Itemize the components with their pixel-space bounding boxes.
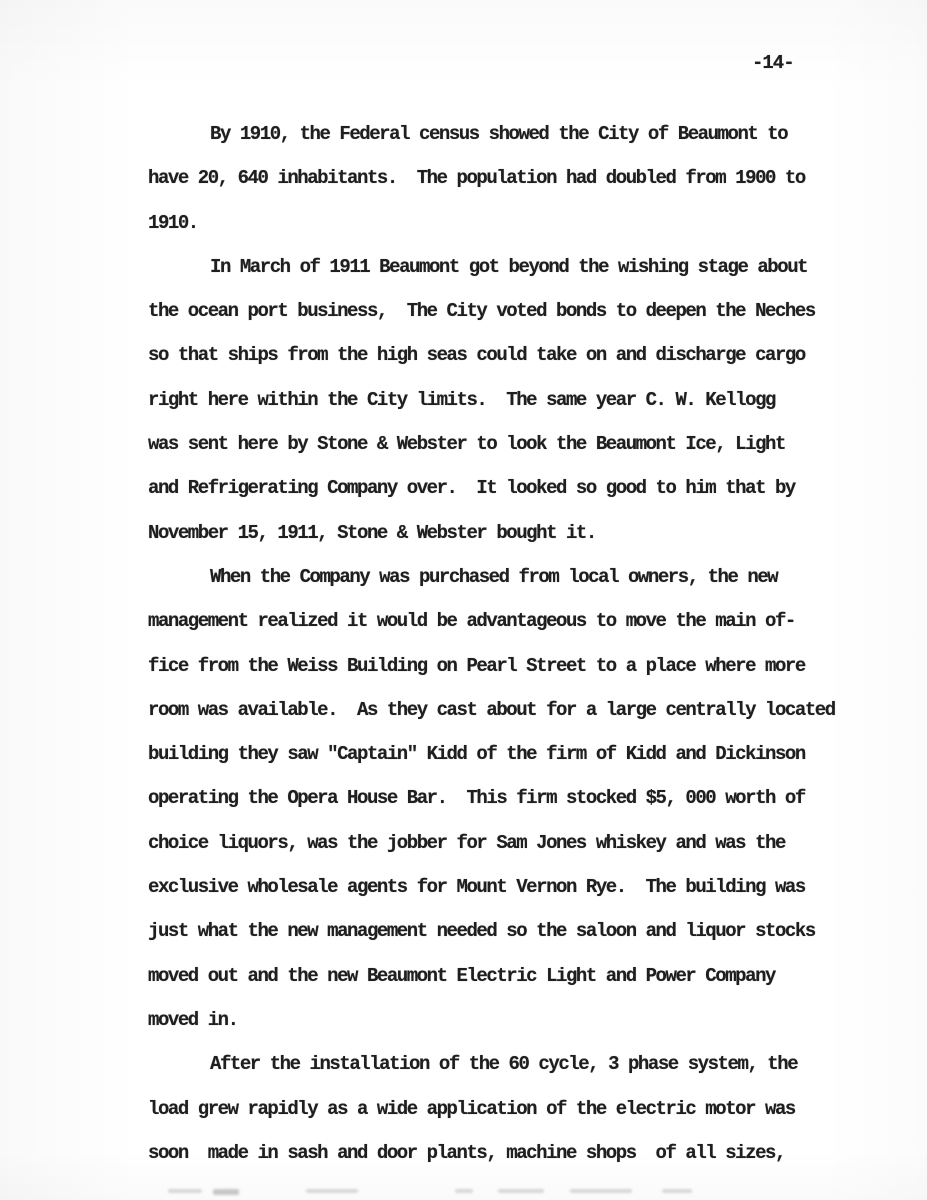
text-line: By 1910, the Federal census showed the City of Beaumont to: [210, 123, 788, 145]
text-line: just what the new management needed so the saloon and liquor stocks: [148, 920, 815, 943]
text-line: moved out and the new Beaumont Electric Light and Power Company: [148, 964, 775, 987]
text-line: operating the Opera House Bar. This firm stocked $5, 000 worth of: [148, 787, 805, 810]
page-number: -14-: [752, 52, 794, 74]
text-line: and Refrigerating Company over. It looked so good to him that by: [148, 477, 795, 500]
text-line: choice liquors, was the jobber for Sam Jones whiskey and was the: [148, 831, 785, 854]
text-line: exclusive wholesale agents for Mount Vernon Rye. The building was: [148, 876, 805, 899]
text-line: building they saw "Captain" Kidd of the firm of Kidd and Dickinson: [148, 743, 805, 766]
text-line: After the installation of the 60 cycle, 3 phase system, the: [210, 1053, 798, 1076]
text-line: November 15, 1911, Stone & Webster bought it.: [148, 521, 596, 544]
text-line: load grew rapidly as a wide application of the electric motor was: [148, 1097, 795, 1120]
text-line: management realized it would be advantageous to move the main of-: [148, 610, 795, 633]
text-line: was sent here by Stone & Webster to look the Beaumont Ice, Light: [148, 433, 785, 456]
text-line: right here within the City limits. The same year C. W. Kellogg: [148, 388, 775, 411]
text-line: soon made in sash and door plants, machine shops of all sizes,: [148, 1141, 785, 1164]
text-line: room was available. As they cast about for a large centrally located: [148, 698, 835, 721]
scan-artifact-bottom: [0, 1189, 927, 1197]
document-body: [148, 112, 878, 1175]
text-line: moved in.: [148, 1008, 238, 1031]
text-line: have 20, 640 inhabitants. The population had doubled from 1900 to: [148, 167, 805, 190]
text-line: 1910.: [148, 211, 198, 234]
text-line: In March of 1911 Beaumont got beyond the wishing stage about: [210, 255, 808, 278]
text-line: fice from the Weiss Building on Pearl Street to a place where more: [148, 654, 805, 677]
text-line: so that ships from the high seas could take on and discharge cargo: [148, 344, 805, 367]
text-line: When the Company was purchased from local owners, the new: [210, 565, 778, 588]
text-line: the ocean port business, The City voted bonds to deepen the Neches: [148, 300, 815, 323]
